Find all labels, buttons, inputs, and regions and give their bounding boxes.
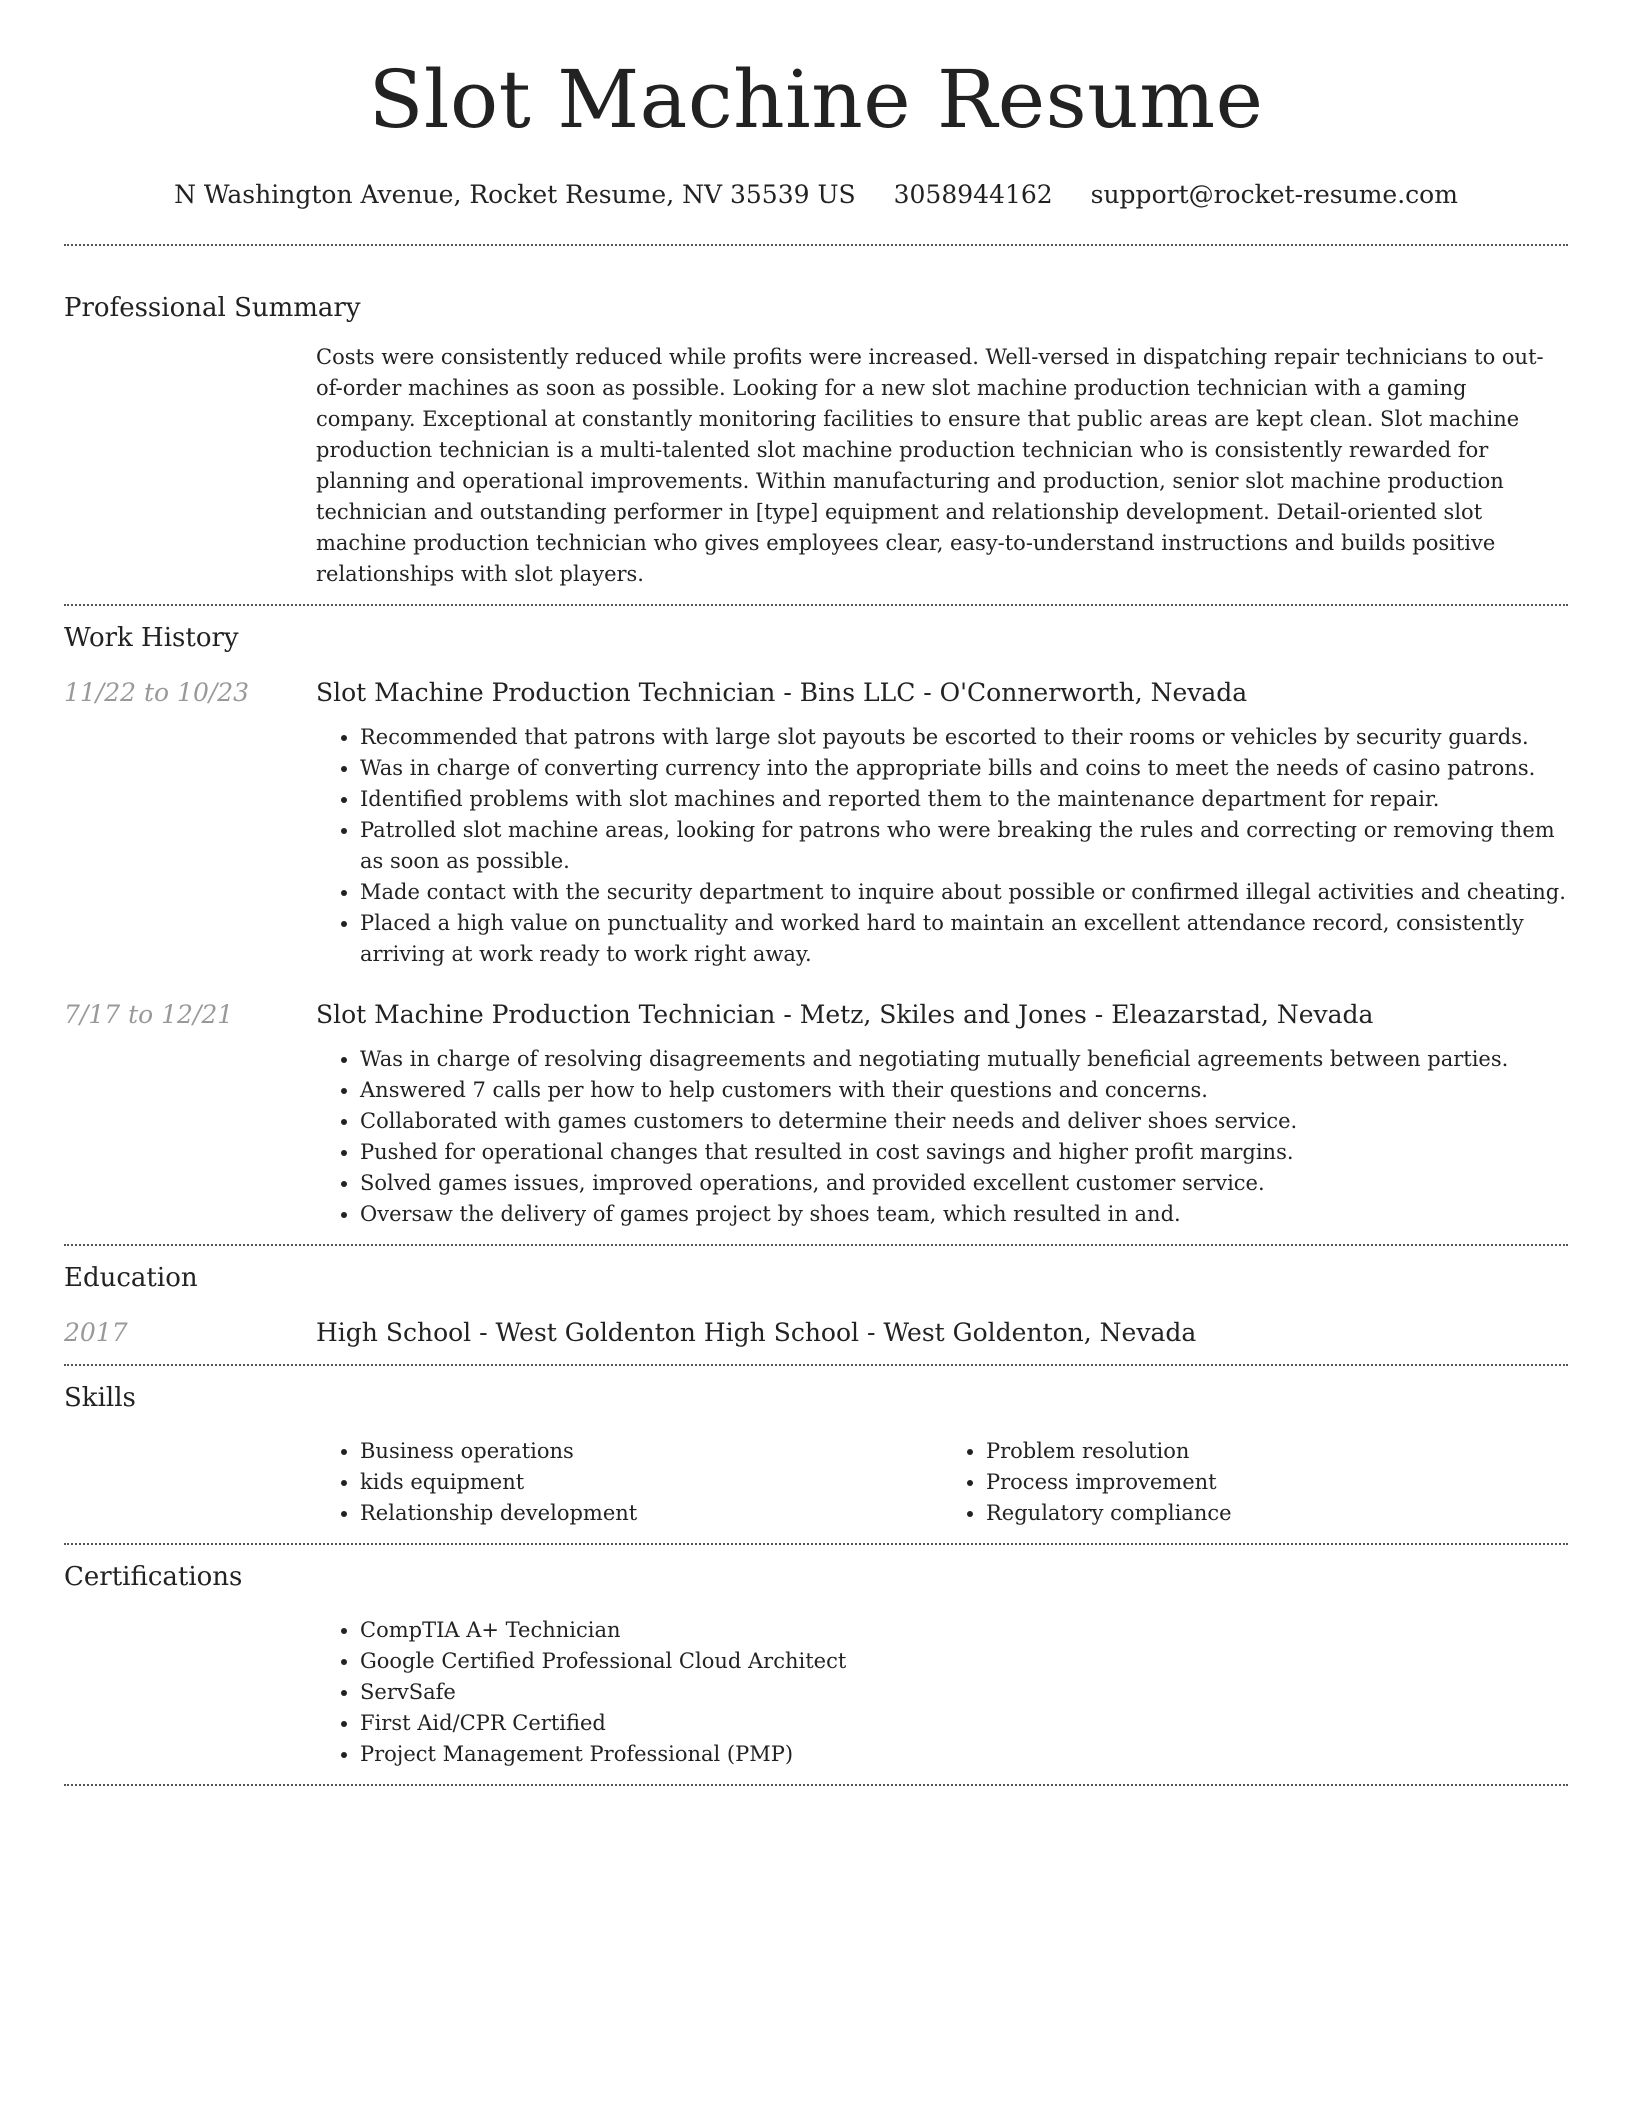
job-bullet: • Identified problems with slot machines and reported them to the maintenance department for repair. [360, 784, 1568, 815]
certifications-title: Certifications [64, 1562, 243, 1592]
certification-item: • First Aid/CPR Certified [360, 1708, 1568, 1739]
job-bullet: • Patrolled slot machine areas, looking for patrons who were breaking the rules and correcting or removing them as soon as possible. [360, 815, 1568, 877]
job-dates: 11/22 to 10/23 [64, 678, 250, 707]
work-title: Work History [64, 623, 239, 653]
job-bullets [316, 722, 1568, 970]
contact-address: N Washington Avenue, Rocket Resume, NV 35539 US [174, 180, 856, 209]
job-bullet: • Oversaw the delivery of games project by shoes team, which resulted in and. [360, 1199, 1568, 1230]
summary-row [64, 342, 1568, 590]
summary-title: Professional Summary [64, 293, 361, 323]
skill-item: • Problem resolution [986, 1436, 1568, 1467]
job-bullet: • Made contact with the security department to inquire about possible or confirmed illegal activities and cheating. [360, 877, 1568, 908]
skill-item: • Process improvement [986, 1467, 1568, 1498]
job-entry [64, 676, 1568, 970]
resume-name: Slot Machine Resume [368, 53, 1264, 146]
education-degree: High School - West Goldenton High School - West Goldenton, Nevada [316, 1318, 1197, 1347]
contact-phone: 3058944162 [893, 180, 1053, 209]
certifications-list [316, 1615, 1568, 1770]
job-body [316, 676, 1568, 970]
resume-header [64, 0, 1568, 246]
job-dates: 7/17 to 12/21 [64, 1000, 234, 1029]
education-section [64, 1246, 1568, 1364]
skill-item: • Business operations [360, 1436, 942, 1467]
certifications-section [64, 1545, 1568, 1784]
job-bullet: • Placed a high value on punctuality and worked hard to maintain an excellent attendance record, consistently arriving at work ready to work right away. [360, 908, 1568, 970]
job-bullet: • Pushed for operational changes that resulted in cost savings and higher profit margins. [360, 1137, 1568, 1168]
job-title: Slot Machine Production Technician - Metz, Skiles and Jones - Eleazarstad, Nevada [316, 1000, 1374, 1029]
job-bullet: • Collaborated with games customers to determine their needs and deliver shoes service. [360, 1106, 1568, 1137]
skills-column-2 [942, 1436, 1568, 1529]
certifications-body [316, 1615, 1568, 1770]
job-bullet: • Recommended that patrons with large slot payouts be escorted to their rooms or vehicles by security guards. [360, 722, 1568, 753]
certification-item: • ServSafe [360, 1677, 1568, 1708]
skills-title: Skills [64, 1383, 136, 1413]
job-body [316, 998, 1568, 1230]
education-year: 2017 [64, 1318, 128, 1347]
job-bullet: • Was in charge of resolving disagreements and negotiating mutually beneficial agreements between parties. [360, 1044, 1568, 1075]
skills-grid [316, 1436, 1568, 1529]
skill-item: • kids equipment [360, 1467, 942, 1498]
contact-email: support@rocket-resume.com [1090, 180, 1458, 209]
skills-section [64, 1366, 1568, 1543]
certification-item: • CompTIA A+ Technician [360, 1615, 1568, 1646]
skills-column-1 [316, 1436, 942, 1529]
job-bullets [316, 1044, 1568, 1230]
skills-row [64, 1436, 1568, 1529]
certification-item: • Google Certified Professional Cloud Architect [360, 1646, 1568, 1677]
certifications-row [64, 1615, 1568, 1770]
job-entry [64, 998, 1568, 1230]
contact-line [64, 178, 1568, 212]
work-section [64, 606, 1568, 1244]
job-title: Slot Machine Production Technician - Bins LLC - O'Connerworth, Nevada [316, 678, 1248, 707]
job-bullet: • Was in charge of converting currency into the appropriate bills and coins to meet the needs of casino patrons. [360, 753, 1568, 784]
job-bullet: • Solved games issues, improved operations, and provided excellent customer service. [360, 1168, 1568, 1199]
education-body [316, 1316, 1568, 1350]
skill-item: • Relationship development [360, 1498, 942, 1529]
job-bullet: • Answered 7 calls per how to help customers with their questions and concerns. [360, 1075, 1568, 1106]
summary-text: Costs were consistently reduced while profits were increased. Well-versed in dispatching repair technicians to out-of-order machines as soon as possible. Looking for a new slot machine production technician with a gaming company. Exceptional at constantly monitoring facilities to ensure that public areas are kept clean. Slot machine production technician is a multi-talented slot machine production technician who is consistently rewarded for planning and operational improvements. Within manufacturing and production, senior slot machine production technician and outstanding performer in [type] equipment and relationship development. Detail-oriented slot machine production technician who gives employees clear, easy-to-understand instructions and builds positive relationships with slot players. [316, 345, 1544, 586]
education-entry [64, 1316, 1568, 1350]
section-divider [64, 1784, 1568, 1786]
summary-body [316, 342, 1568, 590]
skill-item: • Regulatory compliance [986, 1498, 1568, 1529]
summary-section [64, 246, 1568, 604]
education-title: Education [64, 1263, 198, 1293]
certification-item: • Project Management Professional (PMP) [360, 1739, 1568, 1770]
